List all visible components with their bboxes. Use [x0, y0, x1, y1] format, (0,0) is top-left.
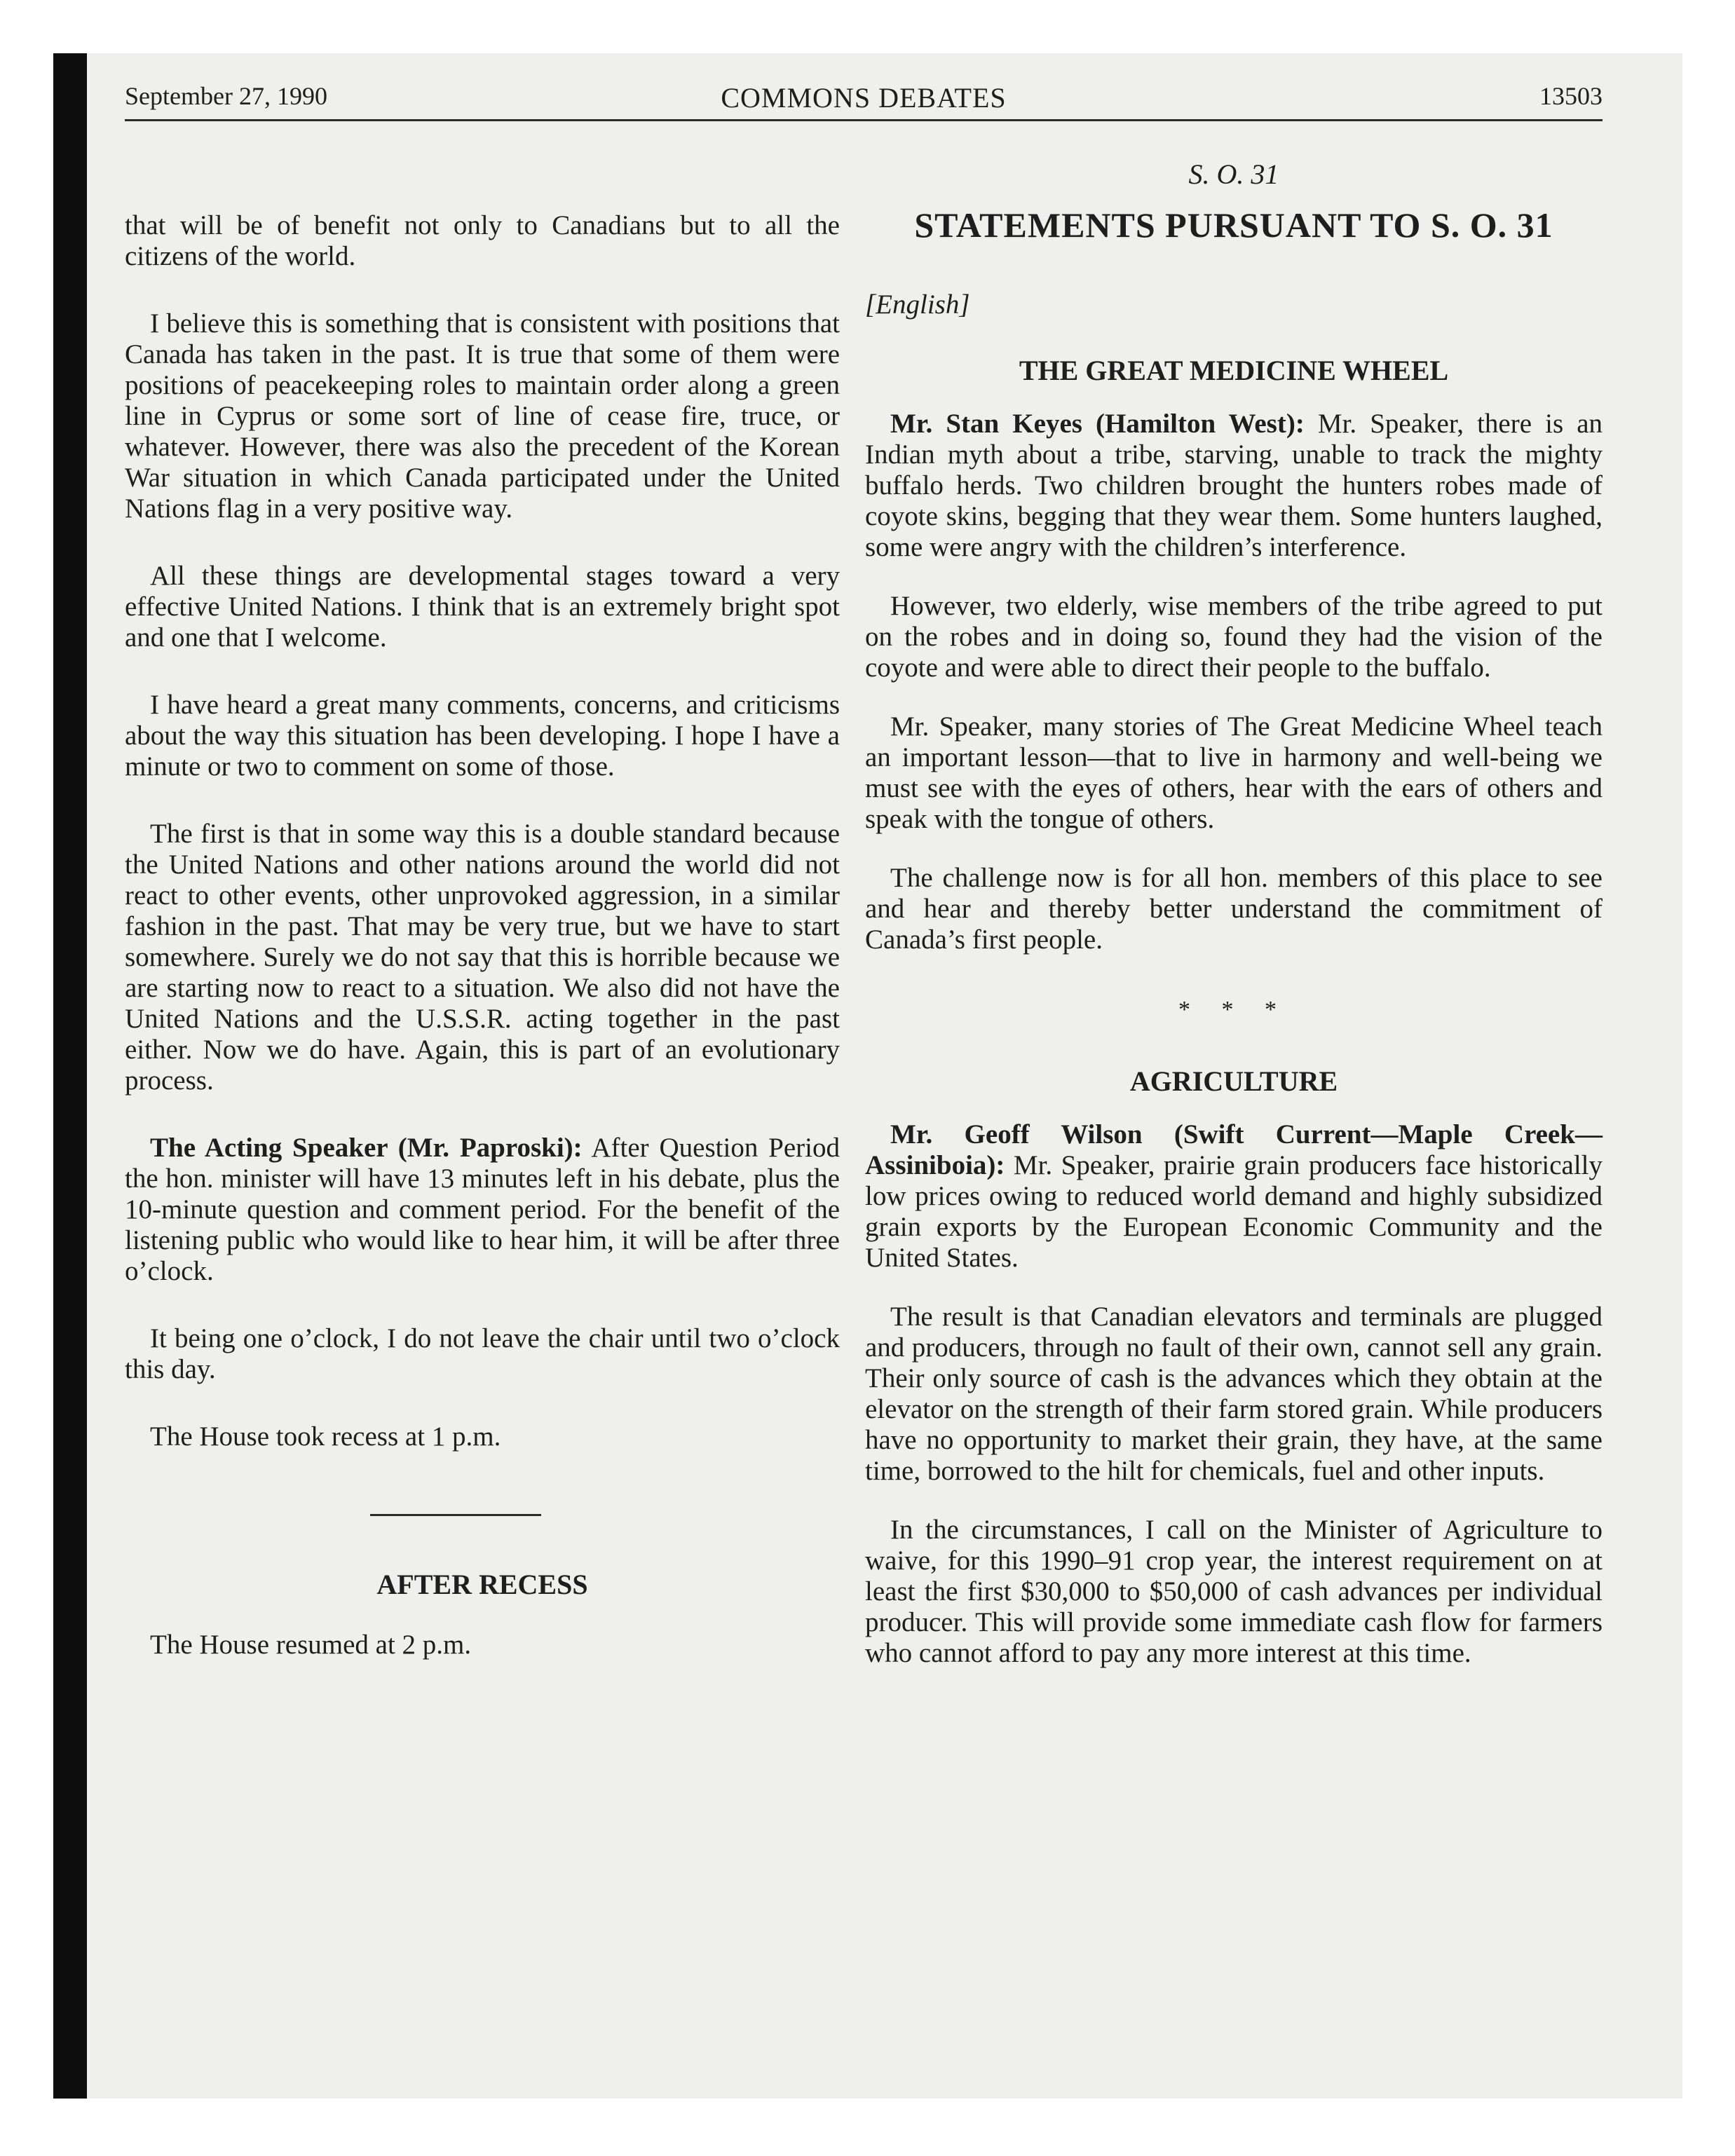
header-page-number: 13503	[1539, 82, 1603, 110]
left-paragraph-4: I have heard a great many comments, concerns, and criticisms about the way this situation has been developing. I hope I have a minute or two to comment on some of those.	[125, 690, 840, 782]
header-title: COMMONS DEBATES	[721, 82, 1007, 114]
section-heading-agriculture: AGRICULTURE	[1129, 1065, 1338, 1097]
left-paragraph-8: The House took recess at 1 p.m.	[150, 1421, 501, 1452]
section-heading-medicine-wheel: THE GREAT MEDICINE WHEEL	[1019, 355, 1449, 386]
header-date: September 27, 1990	[125, 82, 327, 110]
right-paragraph-6: The result is that Canadian elevators and terminals are plugged and producers, through no fault of their own, cannot sell any grain. Their only source of cash is the advances which they obtain at the elevator on the strength of their farm stored grain. While producers have no opportunity to market their grain, they have, at the same time, borrowed to the hilt for chemicals, fuel and other inputs.	[865, 1302, 1603, 1486]
right-paragraph-5	[865, 1119, 1603, 1274]
language-tag: [English]	[865, 289, 970, 320]
speaker-name: Mr. Stan Keyes (Hamilton West):	[890, 409, 1305, 439]
speaker-name: The Acting Speaker (Mr. Paproski):	[150, 1133, 583, 1163]
right-paragraph-3: Mr. Speaker, many stories of The Great Medicine Wheel teach an important lesson—that to live in harmony and well-being we must see with the eyes of others, hear with the ears of others and speak with the tongue of others.	[865, 711, 1603, 834]
left-paragraph-2: I believe this is something that is consistent with positions that Canada has taken in the past. It is true that some of them were positions of peacekeeping roles to maintain order along a green line in Cyprus or some sort of line of cease fire, truce, or whatever. However, there was also the precedent of the Korean War situation in which Canada participated under the United Nations flag in a very positive way.	[125, 308, 840, 524]
page-header	[125, 77, 1603, 119]
right-paragraph-1	[865, 409, 1603, 563]
speech-text: Mr. Speaker, prairie grain producers face historically low prices owing to reduced world demand and highly subsidized grain exports by the European Economic Community and the United States.	[865, 1150, 1603, 1273]
left-paragraph-5: The first is that in some way this is a double standard because the United Nations and other nations around the world did not react to other events, other unprovoked aggression, in a similar fashion in the past. That may be very true, but we have to start somewhere. Surely we do not say that this is horrible because we are starting now to react to a situation. We also did not have the United Nations and the U.S.S.R. acting together in the past either. Now we do have. Again, this is part of an evolutionary process.	[125, 819, 840, 1096]
left-paragraph-7: It being one o’clock, I do not leave the chair until two o’clock this day.	[125, 1323, 840, 1384]
left-paragraph-9: The House resumed at 2 p.m.	[150, 1630, 472, 1660]
left-paragraph-3: All these things are developmental stages toward a very effective United Nations. I think that is an extremely bright spot and one that I welcome.	[125, 561, 840, 653]
right-paragraph-2: However, two elderly, wise members of the tribe agreed to put on the robes and in doing so, found they had the vision of the coyote and were able to direct their people to the buffalo.	[865, 591, 1603, 683]
speech-text: After Question Period the hon. minister will have 13 minutes left in his debate, plus the 10-minute question and comment period. For the benefit of the listening public who would like to hear him, it will be after three o’clock.	[125, 1133, 841, 1286]
left-column	[125, 210, 840, 1660]
speaker-name: Mr. Geoff Wilson (Swift Current—Maple Creek—Assiniboia):	[865, 1119, 1603, 1180]
section-separator: * * *	[1178, 997, 1289, 1023]
right-column	[865, 158, 1603, 1669]
after-recess-heading: AFTER RECESS	[376, 1569, 588, 1600]
binding-edge	[53, 53, 87, 2099]
main-heading: STATEMENTS PURSUANT TO S. O. 31	[914, 205, 1553, 245]
speech-text: Mr. Speaker, there is an Indian myth about a tribe, starving, unable to track the mighty buffalo herds. Two children brought the hunters robes made of coyote skins, begging that they wear them. Some hunters laughed, some were angry with the children’s interference.	[865, 409, 1603, 562]
right-paragraph-7: In the circumstances, I call on the Minister of Agriculture to waive, for this 1990–91 crop year, the interest requirement on at least the first $30,000 to $50,000 of cash advances per individual producer. This will provide some immediate cash flow for farmers who cannot afford to pay any more interest at this time.	[865, 1515, 1603, 1668]
so-label: S. O. 31	[1188, 158, 1279, 190]
header-rule	[125, 119, 1603, 121]
left-paragraph-6	[125, 1133, 840, 1287]
right-paragraph-4: The challenge now is for all hon. members of this place to see and hear and thereby better understand the commitment of Canada’s first people.	[865, 863, 1603, 955]
left-paragraph-1: that will be of benefit not only to Canadians but to all the citizens of the world.	[125, 210, 840, 271]
